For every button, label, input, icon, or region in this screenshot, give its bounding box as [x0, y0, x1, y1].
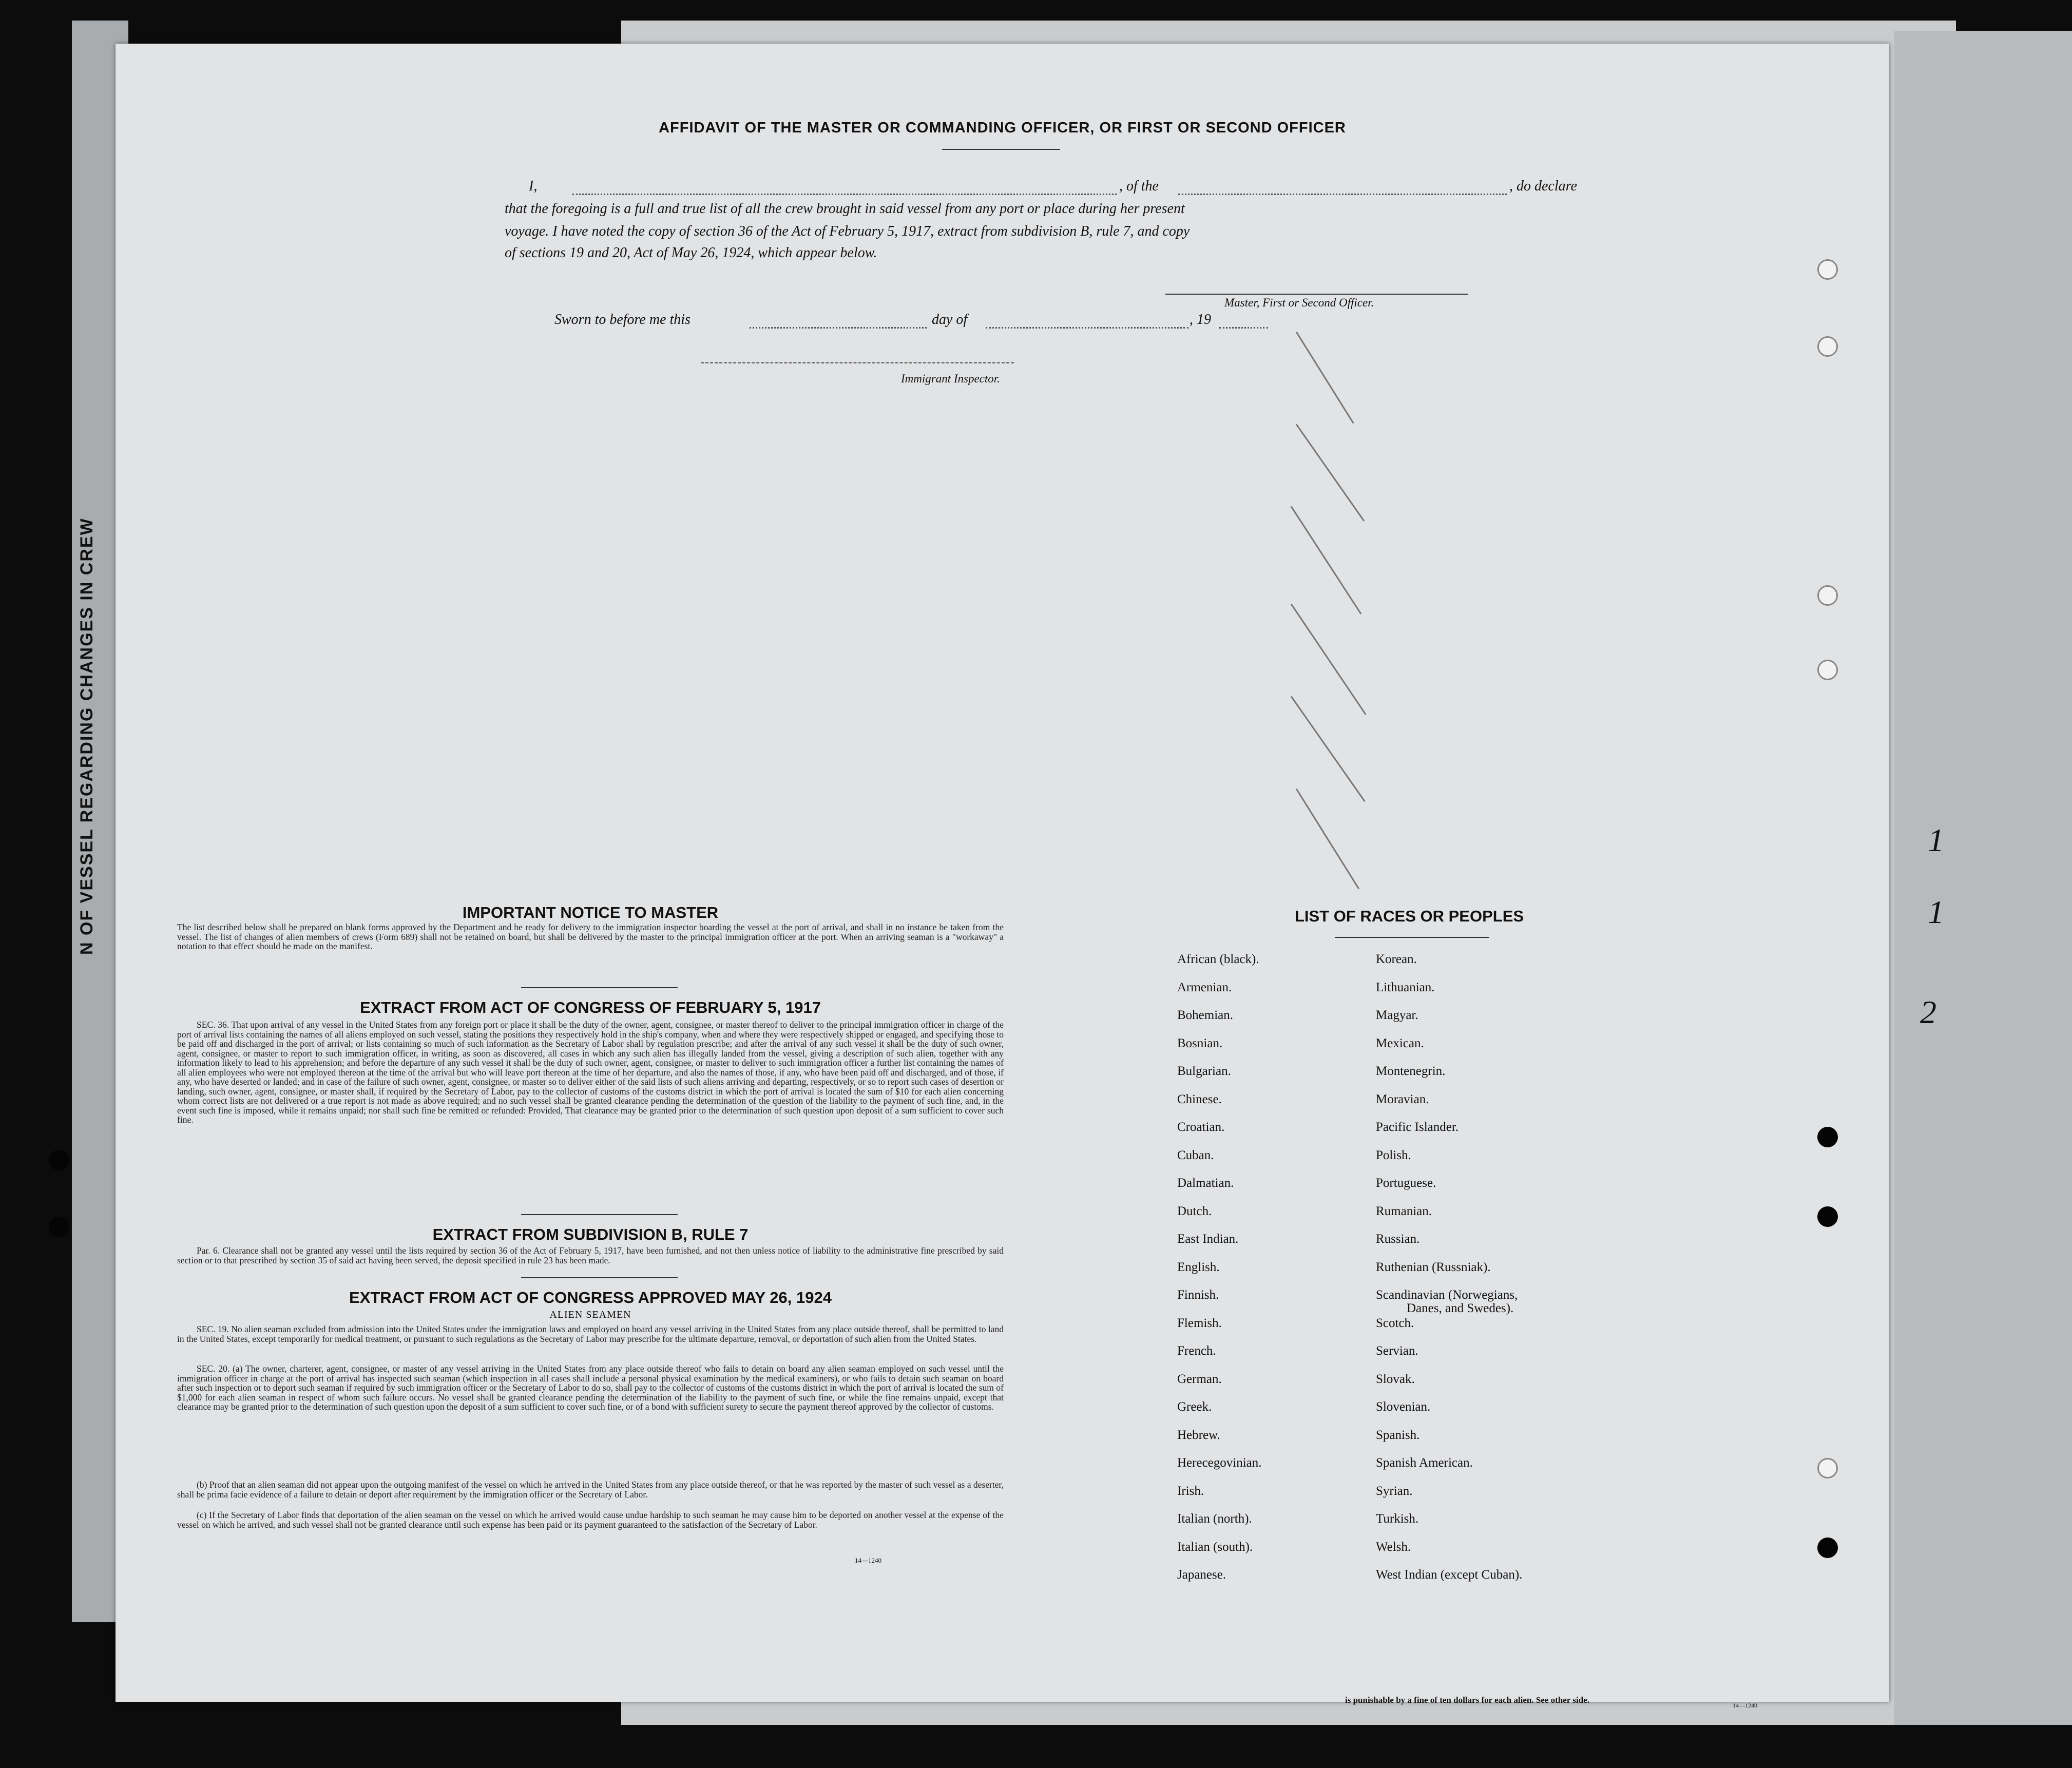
race-item: Lithuanian.: [1376, 980, 1435, 994]
punch-hole: [1817, 1127, 1838, 1147]
sec-20c-text: (c) If the Secretary of Labor finds that deportation of the alien seaman on the vessel on which he arrived would cause undue hardship to such seaman he may cause him to be deported on another vessel at the expense of the vessel on which he arrived, and such vessel shall not be granted clearance until such expense has been paid or its payment guaranteed to the satisfaction of the Secretary of Labor.: [177, 1510, 1004, 1530]
punch-hole: [49, 1217, 69, 1237]
pencil-stroke: [1291, 604, 1367, 715]
race-item: Flemish.: [1177, 1316, 1222, 1330]
punch-hole: [1817, 1538, 1838, 1558]
name-blank: [572, 194, 1117, 195]
affidavit-of-the: , of the: [1119, 178, 1159, 194]
race-item: Armenian.: [1177, 980, 1232, 994]
divider: [521, 987, 678, 988]
punch-hole: [49, 1150, 69, 1170]
race-item: Ruthenian (Russniak).: [1376, 1260, 1491, 1274]
races-column-right: [1376, 952, 1663, 1640]
subdivision-text: Par. 6. Clearance shall not be granted any vessel until the lists required by section 36 of the Act of February 5, 1917, have been furnished, and not then unless notice of liability to the administrative fine prescribed by said section or to that prescribed by section 35 of said act having been served, the deposit specified in rule 23 has been made.: [177, 1245, 1004, 1265]
race-item: Rumanian.: [1376, 1204, 1432, 1218]
extract-1917-title: EXTRACT FROM ACT OF CONGRESS OF FEBRUARY 5, 1917: [360, 998, 821, 1016]
races-title: LIST OF RACES OR PEOPLES: [1294, 907, 1524, 925]
race-item: Herecegovinian.: [1177, 1456, 1262, 1470]
race-item: Hebrew.: [1177, 1428, 1220, 1442]
bottom-strip-text: is punishable by a fine of ten dollars for each alien. See other side.: [1345, 1695, 1589, 1705]
signature-line: [1165, 294, 1468, 295]
sworn-text: Sworn to before me this: [554, 312, 690, 328]
pencil-stroke: [1296, 789, 1359, 890]
race-item: Magyar.: [1376, 1008, 1418, 1022]
race-item: Bohemian.: [1177, 1008, 1234, 1022]
race-item: Italian (south).: [1177, 1540, 1253, 1554]
race-item: Scotch.: [1376, 1316, 1414, 1330]
race-item: Japanese.: [1177, 1568, 1226, 1582]
side-label: N OF VESSEL REGARDING CHANGES IN CREW: [77, 517, 97, 955]
race-item: Slovenian.: [1376, 1400, 1431, 1414]
race-item: English.: [1177, 1260, 1220, 1274]
right-page-strip: [1894, 31, 2072, 1725]
race-item: German.: [1177, 1372, 1222, 1386]
race-item: Portuguese.: [1376, 1176, 1436, 1190]
sec-20b-text: (b) Proof that an alien seaman did not appear upon the outgoing manifest of the vessel on which he arrived in the United States from any place outside thereof, or that he was reported by the master of such vessel as a deserter, shall be prima facie evidence of a failure to detain or deport after requirement by the immigration officer or the Secretary of Labor.: [177, 1479, 1004, 1500]
punch-hole: [1817, 259, 1838, 280]
title-rule: [942, 149, 1060, 150]
race-item: Cuban.: [1177, 1148, 1214, 1162]
sworn-day-blank: [750, 327, 927, 329]
race-item: Spanish.: [1376, 1428, 1420, 1442]
race-item: Polish.: [1376, 1148, 1411, 1162]
races-rule: [1335, 937, 1489, 938]
race-item: Italian (north).: [1177, 1512, 1252, 1526]
pencil-stroke: [1291, 506, 1362, 614]
year-blank: [1219, 327, 1268, 329]
race-item: Montenegrin.: [1376, 1064, 1446, 1078]
affidavit-declare: , do declare: [1509, 178, 1577, 194]
extract-1924-title: EXTRACT FROM ACT OF CONGRESS APPROVED MAY 26, 1924: [349, 1289, 832, 1306]
sec-19-text: SEC. 19. No alien seaman excluded from admission into the United States under the immigration laws and employed on board any vessel arriving in the United States from any place outside thereof, shall be permitted to land in the United States, except temporarily for medical treatment, or pursuant to such regulations as the Secretary of Labor may prescribe for the ultimate departure, removal, or deportation of such alien from the United States.: [177, 1324, 1004, 1344]
punch-hole: [1817, 1206, 1838, 1227]
race-item: Irish.: [1177, 1484, 1204, 1498]
race-item: Korean.: [1376, 952, 1417, 966]
alien-seamen-subtitle: ALIEN SEAMEN: [549, 1309, 631, 1320]
race-item: Russian.: [1376, 1232, 1420, 1246]
punch-hole: [1817, 660, 1838, 680]
pencil-stroke: [1296, 424, 1365, 522]
form-number: 14—1240: [855, 1556, 881, 1564]
race-item: Finnish.: [1177, 1288, 1219, 1302]
margin-mark: 1: [1928, 822, 1944, 858]
inspector-label: Immigrant Inspector.: [901, 372, 1000, 385]
race-item: East Indian.: [1177, 1232, 1239, 1246]
punch-hole: [1817, 585, 1838, 606]
affidavit-i: I,: [529, 178, 538, 194]
vessel-blank: [1178, 194, 1507, 195]
bottom-form-number: 14—1240: [1733, 1702, 1757, 1709]
race-item: Turkish.: [1376, 1512, 1419, 1526]
inspector-line: [701, 362, 1014, 363]
race-item-continuation: Danes, and Swedes).: [1407, 1301, 1514, 1315]
race-item: African (black).: [1177, 952, 1259, 966]
race-item: Dutch.: [1177, 1204, 1212, 1218]
race-item: Dalmatian.: [1177, 1176, 1234, 1190]
document-sheet: [116, 44, 1889, 1702]
extract-1917-text: SEC. 36. That upon arrival of any vessel in the United States from any foreign port or place it shall be the duty of the owner, agent, consignee, or master thereof to deliver to the principal immigration officer in charge of the port of arrival lists containing the names of all aliens employed on such vessel, stating the positions they respectively hold in the ship's company, when and where they were respectively shipped or engaged, and specifying those to be paid off and discharged in the port of arrival; or lists containing so much of such information as the Secretary of Labor shall by regulation prescribe; and after the arrival of any such vessel it shall be the duty of such owner, agent, consignee, or master to report to such immigration officer, in writing, as soon as discovered, all cases in which any such alien has illegally landed from the vessel, giving a description of such alien, together with any information likely to lead to his apprehension; and before the departure of any such vessel it shall be the duty of such owner, agent, consignee, or master to deliver to such immigration officer a further list containing the names of all alien employees who were not employed thereon at the time of the arrival but who will leave port thereon at the time of her departure, and also the names of those, if any, who have been paid off and discharged, and of those, if any, who have deserted or landed; and in case of the failure of such owner, agent, consignee, or master so to deliver either of the said lists of such aliens arriving and departing, respectively, or so to report such cases of desertion or landing, such owner, agent, consignee, or master shall, if required by the Secretary of Labor, pay to the collector of customs of the customs district in which the port of arrival is located the sum of $10 for each alien concerning whom correct lists are not delivered or a true report is not made as above required; and no such vessel shall be granted clearance pending the determination of the question of the liability to the payment of such fine, and, in the event such fine is imposed, while it remains unpaid; nor shall such fine be remitted or refunded: Provided, That clearance may be granted prior to the determination of such question upon deposit of a sum sufficient to cover such fine.: [177, 1020, 1004, 1125]
race-item: Bosnian.: [1177, 1036, 1223, 1050]
sec-20a-text: SEC. 20. (a) The owner, charterer, agent, consignee, or master of any vessel arriving in the United States from any place outside thereof who fails to detain on board any alien seaman employed on such vessel until the immigration officer in charge at the port of arrival has inspected such seaman (which inspection in all cases shall include a personal physical examination by the medical examiners), or who fails to detain such seaman on board after such inspection or to deport such seaman if required by such immigration officer or the Secretary of Labor to do so, shall pay to the collector of customs of the customs district in which the port of arrival is located the sum of $1,000 for each alien seaman in respect of whom such failure occurs. No vessel shall be granted clearance pending the determination of the liability to the payment of such fine, or while the fine remains unpaid, except that clearance may be granted prior to the determination of such question upon the deposit of a sum sufficient to cover such fine, or of a bond with sufficient surety to secure the payment thereof approved by the collector of customs.: [177, 1363, 1004, 1412]
race-item: Servian.: [1376, 1344, 1418, 1358]
divider: [521, 1277, 678, 1278]
signature-label: Master, First or Second Officer.: [1224, 296, 1374, 309]
day-of-text: day of: [932, 312, 968, 328]
affidavit-title: AFFIDAVIT OF THE MASTER OR COMMANDING OFFICER, OR FIRST OR SECOND OFFICER: [659, 120, 1346, 136]
race-item: Slovak.: [1376, 1372, 1415, 1386]
race-item: Pacific Islander.: [1376, 1120, 1459, 1134]
race-item: Moravian.: [1376, 1092, 1429, 1106]
race-item: Chinese.: [1177, 1092, 1222, 1106]
race-item: Spanish American.: [1376, 1456, 1473, 1470]
affidavit-line-4: of sections 19 and 20, Act of May 26, 1924, which appear below.: [505, 245, 877, 261]
race-item: Welsh.: [1376, 1540, 1411, 1554]
pencil-stroke: [1291, 696, 1366, 802]
affidavit-line-2: that the foregoing is a full and true list of all the crew brought in said vessel from any port or place during her present: [505, 201, 1185, 217]
margin-mark: 1: [1928, 894, 1944, 930]
sworn-month-blank: [986, 327, 1188, 329]
divider: [521, 1214, 678, 1215]
race-item: Bulgarian.: [1177, 1064, 1231, 1078]
affidavit-line-3: voyage. I have noted the copy of section 36 of the Act of February 5, 1917, extract from subdivision B, rule 7, and copy: [505, 223, 1190, 239]
races-column-left: [1177, 952, 1362, 1640]
punch-hole: [1817, 1458, 1838, 1478]
race-item: French.: [1177, 1344, 1216, 1358]
pencil-stroke: [1296, 332, 1354, 424]
notice-text: The list described below shall be prepared on blank forms approved by the Department and be ready for delivery to the immigration inspector boarding the vessel at the port of arrival, and shall in no instance be taken from the vessel. The list of changes of alien members of crews (Form 689) shall not be retained on board, but shall be delivered by the master to the principal immigration officer at the port. When an arriving seaman is a "workaway" a notation to that effect should be made on the manifest.: [177, 922, 1004, 951]
margin-mark: 2: [1920, 994, 1936, 1030]
race-item: Croatian.: [1177, 1120, 1225, 1134]
race-item: Scandinavian (Norwegians,: [1376, 1288, 1518, 1302]
race-item: Mexican.: [1376, 1036, 1424, 1050]
notice-title: IMPORTANT NOTICE TO MASTER: [462, 904, 719, 921]
race-item: Greek.: [1177, 1400, 1212, 1414]
race-item: West Indian (except Cuban).: [1376, 1568, 1523, 1582]
race-item: Syrian.: [1376, 1484, 1413, 1498]
year-prefix: , 19: [1190, 312, 1211, 328]
punch-hole: [1817, 336, 1838, 357]
subdivision-title: EXTRACT FROM SUBDIVISION B, RULE 7: [432, 1225, 749, 1243]
